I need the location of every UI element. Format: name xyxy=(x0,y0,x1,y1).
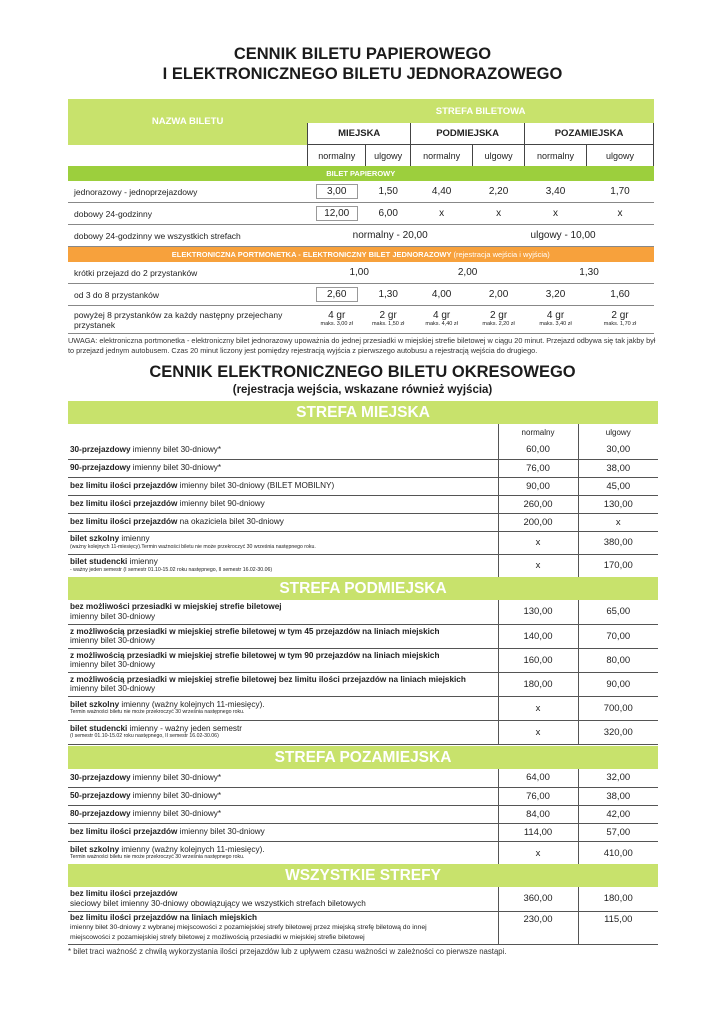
row-name: dobowy 24-godzinny we wszystkich strefach xyxy=(68,225,308,247)
row-name: jednorazowy - jednoprzejazdowy xyxy=(68,181,308,203)
table-row xyxy=(68,624,658,648)
price: 2,60 xyxy=(316,287,358,302)
table-row xyxy=(68,306,654,334)
table-row xyxy=(68,284,654,306)
title-periodic-line-2: (rejestracja wejścia, wskazane również wyjścia) xyxy=(232,384,493,396)
row-text: imienny bilet 30-dniowy (BILET MOBILNY) xyxy=(177,481,335,491)
row-name xyxy=(68,459,498,477)
price-normal: 360,00 xyxy=(498,887,578,911)
zone-suburban: PODMIEJSKA xyxy=(411,123,525,145)
price-normal: x xyxy=(498,720,578,744)
row-bold: 30-przejazdowy xyxy=(70,773,131,782)
price-normal: 76,00 xyxy=(498,459,578,477)
table-row xyxy=(68,696,658,720)
row-bold: bez limitu ilości przejazdów na liniach miejskich xyxy=(70,912,257,922)
row-text: imienny bilet 30-dniowy* xyxy=(130,809,222,819)
price-reduced: 320,00 xyxy=(578,720,658,744)
title-periodic xyxy=(0,362,725,398)
price: 6,00 xyxy=(366,203,411,225)
row-bold: 90-przejazdowy xyxy=(70,463,131,473)
price-normal: 260,00 xyxy=(498,495,578,513)
row-text: sieciowy bilet imienny 30-dniowy obowiązujący we wszystkich strefach biletowych xyxy=(70,898,366,908)
row-bold: bilet studencki xyxy=(70,723,128,733)
city-zone-table xyxy=(68,401,658,578)
row-name: dobowy 24-godzinny xyxy=(68,203,308,225)
table-row xyxy=(68,262,654,284)
price-reduced: 180,00 xyxy=(578,887,658,911)
price-max: maks. 1,50 zł xyxy=(371,321,405,327)
zone-suburban-header: STREFA PODMIEJSKA xyxy=(68,577,658,600)
price-reduced: 45,00 xyxy=(578,477,658,495)
section-electronic xyxy=(68,247,654,263)
row-text: imienny bilet 30-dniowy* xyxy=(130,791,222,801)
price-normal: x xyxy=(498,841,578,865)
price-reduced: 115,00 xyxy=(578,911,658,944)
row-name xyxy=(68,841,498,865)
price-reduced: x xyxy=(578,513,658,531)
price-reduced: 410,00 xyxy=(578,841,658,865)
price-normal: 90,00 xyxy=(498,477,578,495)
title-paper-ticket xyxy=(0,44,725,84)
price-max: maks. 3,00 zł xyxy=(320,321,353,327)
table-row xyxy=(68,911,658,944)
row-name xyxy=(68,477,498,495)
row-text: imienny bilet 30-dniowy* xyxy=(130,773,222,782)
price-reduced: 70,00 xyxy=(578,624,658,648)
price: 2,00 xyxy=(473,284,525,306)
row-name: od 3 do 8 przystanków xyxy=(68,284,308,306)
price-normal: 60,00 xyxy=(498,441,578,459)
row-small-print: Termin ważności biletu nie może przekroczyć 30 września następnego roku. xyxy=(70,709,245,716)
row-name xyxy=(68,441,498,459)
section-electronic-label: ELEKTRONICZNA PORTMONETKA - ELEKTRONICZNY BILET JEDNORAZOWY xyxy=(171,250,452,259)
price-reduced: 38,00 xyxy=(578,459,658,477)
row-bold: bez limitu ilości przejazdów xyxy=(70,517,178,527)
table-row xyxy=(68,805,658,823)
note-text: UWAGA: elektroniczna portmonetka - elektroniczny bilet jednorazowy upoważnia do jednej przesiadki w miejskiej strefie biletowej w ciągu 20 minut. Przejazd odbywa się tak jakby był to przejazd jednym autobusem. Czas 20 minut liczony jest pomiędzy rejestracją wyjścia z pierwszego autobusu a rejestracją wejścia do drugiego. xyxy=(68,336,656,355)
row-name xyxy=(68,648,498,672)
table-row xyxy=(68,672,658,696)
price: ulgowy - 10,00 xyxy=(473,225,654,247)
table-row xyxy=(68,477,658,495)
price-reduced: 42,00 xyxy=(578,805,658,823)
price-normal: 160,00 xyxy=(498,648,578,672)
row-name: powyżej 8 przystanków za każdy następny przejechany przystanek xyxy=(68,306,308,334)
zone-all-header: WSZYSTKIE STREFY xyxy=(68,864,658,887)
table-row xyxy=(68,531,658,554)
row-bold: bilet szkolny xyxy=(70,699,120,709)
zone-outer: POZAMIEJSKA xyxy=(525,123,654,145)
row-bold: z możliwością przesiadki w miejskiej strefie biletowej w tym 45 przejazdów na liniach miejskich xyxy=(70,626,440,636)
price: 4 gr xyxy=(546,310,565,321)
table-row xyxy=(68,495,658,513)
price-normal: 76,00 xyxy=(498,787,578,805)
row-name xyxy=(68,513,498,531)
price-normal: 64,00 xyxy=(498,769,578,787)
paper-ticket-table xyxy=(68,99,654,334)
table-row xyxy=(68,459,658,477)
price: 2 gr xyxy=(611,310,629,321)
price: 1,00 xyxy=(308,262,411,284)
row-small-print: - ważny jeden semestr (I semestr 01.10-15.02 roku następnego, II semestr 16.02-30.06) xyxy=(70,566,273,573)
price-reduced: 700,00 xyxy=(578,696,658,720)
row-name xyxy=(68,911,498,944)
price: 4,40 xyxy=(411,181,473,203)
price: 1,50 xyxy=(366,181,411,203)
row-name xyxy=(68,495,498,513)
row-text: imienny bilet 30-dniowy* xyxy=(130,463,222,473)
price-normal: 230,00 xyxy=(498,911,578,944)
row-text: imienny bilet 30-dniowy xyxy=(70,636,156,645)
suburban-zone-table xyxy=(68,577,658,745)
price-normal: x xyxy=(498,531,578,554)
row-name xyxy=(68,769,498,787)
sub-normal: normalny xyxy=(525,145,587,167)
price-normal: 84,00 xyxy=(498,805,578,823)
price: 3,40 xyxy=(525,181,587,203)
row-text: imienny xyxy=(119,534,150,544)
row-small-print: Termin ważności biletu nie może przekroczyć 30 września następnego roku. xyxy=(70,854,245,861)
row-name xyxy=(68,600,498,624)
sub-reduced: ulgowy xyxy=(366,145,411,167)
price: x xyxy=(587,203,654,225)
footnote: * bilet traci ważność z chwilą wykorzystania ilości przejazdów lub z upływem czasu ważności w zależności co pierwsze nastąpi. xyxy=(68,947,507,956)
price-normal: x xyxy=(498,554,578,577)
sub-normal: normalny xyxy=(308,145,366,167)
table-row xyxy=(68,841,658,865)
price-reduced: 170,00 xyxy=(578,554,658,577)
price-normal: 180,00 xyxy=(498,672,578,696)
row-text: imienny bilet 30-dniowy xyxy=(70,660,156,669)
row-bold: z możliwością przesiadki w miejskiej strefie biletowej w tym 90 przejazdów na liniach miejskich xyxy=(70,650,440,660)
blank-cell xyxy=(68,424,498,441)
price: 4,00 xyxy=(411,284,473,306)
zone-outer-header: STREFA POZAMIEJSKA xyxy=(68,746,658,769)
title-periodic-line-1: CENNIK ELEKTRONICZNEGO BILETU OKRESOWEGO xyxy=(149,363,576,381)
row-bold: bez limitu ilości przejazdów xyxy=(70,481,178,491)
price: 1,30 xyxy=(366,284,411,306)
table-row xyxy=(68,225,654,247)
row-name: krótki przejazd do 2 przystanków xyxy=(68,262,308,284)
row-name xyxy=(68,624,498,648)
price-max: maks. 2,20 zł xyxy=(482,321,515,327)
table-row xyxy=(68,441,658,459)
row-name xyxy=(68,696,498,720)
row-name xyxy=(68,823,498,841)
sub-normal: normalny xyxy=(411,145,473,167)
price: 4 gr xyxy=(433,310,451,321)
row-text: imienny bilet 90-dniowy xyxy=(177,499,265,509)
price: 12,00 xyxy=(316,206,358,221)
price-normal: 114,00 xyxy=(498,823,578,841)
row-bold: 30-przejazdowy xyxy=(70,445,131,454)
zone-city-header: STREFA MIEJSKA xyxy=(68,401,658,424)
row-text: imienny - ważny jeden semestr xyxy=(127,723,242,733)
price-reduced: 32,00 xyxy=(578,769,658,787)
row-bold: 80-przejazdowy xyxy=(70,809,131,819)
price: 2 gr xyxy=(489,310,508,321)
table-row xyxy=(68,554,658,577)
price: normalny - 20,00 xyxy=(308,225,473,247)
outer-zone-table xyxy=(68,746,658,866)
zone-city: MIEJSKA xyxy=(308,123,411,145)
price-normal: 130,00 xyxy=(498,600,578,624)
col-normal: normalny xyxy=(498,424,578,441)
row-text: imienny (ważny kolejnych 11-miesięcy). xyxy=(119,699,265,709)
row-text: imienny bilet 30-dniowy xyxy=(70,611,156,621)
row-bold: bez limitu ilości przejazdów xyxy=(70,827,178,837)
sub-reduced: ulgowy xyxy=(587,145,654,167)
row-text: na okaziciela bilet 30-dniowy xyxy=(177,517,284,527)
row-text: imienny bilet 30-dniowy* xyxy=(130,445,222,454)
price-reduced: 65,00 xyxy=(578,600,658,624)
table-row xyxy=(68,203,654,225)
price: x xyxy=(411,203,473,225)
price-reduced: 57,00 xyxy=(578,823,658,841)
price-reduced: 38,00 xyxy=(578,787,658,805)
section-electronic-note: (rejestracja wejścia i wyjścia) xyxy=(453,250,550,259)
row-text: imienny bilet 30-dniowy z wybranej miejscowości z pozamiejskiej strefy biletowej przez miejską strefę biletową do innej xyxy=(70,924,427,932)
price: 3,00 xyxy=(316,184,358,199)
price: 3,20 xyxy=(525,284,587,306)
row-text: imienny bilet 30-dniowy xyxy=(70,684,156,693)
price-reduced: 380,00 xyxy=(578,531,658,554)
row-text: miejscowości z pozamiejskiej strefy biletowej z możliwością przesiadki w miejskiej strefie biletowej xyxy=(70,934,365,942)
price-normal: 140,00 xyxy=(498,624,578,648)
price-normal: x xyxy=(498,696,578,720)
price: 1,60 xyxy=(587,284,654,306)
price-max: maks. 3,40 zł xyxy=(539,321,572,327)
sub-reduced: ulgowy xyxy=(473,145,525,167)
row-bold: bilet studencki xyxy=(70,557,128,567)
row-bold: bez limitu ilości przejazdów xyxy=(70,499,178,509)
all-zones-table xyxy=(68,864,658,945)
row-bold: bez limitu ilości przejazdów xyxy=(70,889,178,899)
blank-cell xyxy=(68,145,308,167)
zone-header: STREFA BILETOWA xyxy=(308,99,654,123)
row-text: imienny (ważny kolejnych 11-miesięcy). xyxy=(119,844,265,854)
table-row xyxy=(68,769,658,787)
table-row xyxy=(68,887,658,911)
price: x xyxy=(525,203,587,225)
price-max: maks. 1,70 zł xyxy=(603,321,637,327)
row-name xyxy=(68,787,498,805)
row-small-print: (I semestr 01.10-15.02 roku następnego, II semestr 16.02-30.06) xyxy=(70,733,219,740)
row-bold: bilet szkolny xyxy=(70,534,120,544)
row-name xyxy=(68,554,498,577)
row-name xyxy=(68,805,498,823)
price-reduced: 80,00 xyxy=(578,648,658,672)
col-reduced: ulgowy xyxy=(578,424,658,441)
price-max: maks. 4,40 zł xyxy=(425,321,458,327)
price: 1,30 xyxy=(525,262,654,284)
row-text: imienny bilet 30-dniowy xyxy=(177,827,265,837)
price: 4 gr xyxy=(328,310,346,321)
price: 2 gr xyxy=(379,310,397,321)
name-header: NAZWA BILETU xyxy=(68,99,308,145)
row-bold: 50-przejazdowy xyxy=(70,791,131,801)
table-row xyxy=(68,513,658,531)
price-normal: 200,00 xyxy=(498,513,578,531)
row-name xyxy=(68,720,498,744)
price: 2,00 xyxy=(411,262,525,284)
row-name xyxy=(68,887,498,911)
row-bold: bez możliwości przesiadki w miejskiej strefie biletowej xyxy=(70,602,282,612)
table-row xyxy=(68,787,658,805)
table-row xyxy=(68,823,658,841)
table-row xyxy=(68,720,658,744)
price-reduced: 90,00 xyxy=(578,672,658,696)
row-small-print: (ważny kolejnych 11-miesięcy).Termin ważności biletu nie może przekroczyć 30 września następnego roku. xyxy=(70,543,316,550)
price: x xyxy=(473,203,525,225)
table-row xyxy=(68,648,658,672)
title-line-1: CENNIK BILETU PAPIEROWEGO xyxy=(233,45,492,63)
table-row xyxy=(68,181,654,203)
title-line-2: I ELEKTRONICZNEGO BILETU JEDNORAZOWEGO xyxy=(162,65,563,83)
price: 2,20 xyxy=(473,181,525,203)
price-reduced: 30,00 xyxy=(578,441,658,459)
row-name xyxy=(68,531,498,554)
section-paper: BILET PAPIEROWY xyxy=(68,166,654,181)
row-name xyxy=(68,672,498,696)
row-bold: bilet szkolny xyxy=(70,844,120,854)
price-reduced: 130,00 xyxy=(578,495,658,513)
price: 1,70 xyxy=(587,181,654,203)
row-text: imienny xyxy=(127,557,158,567)
table-row xyxy=(68,600,658,624)
row-bold: z możliwością przesiadki w miejskiej strefie biletowej bez limitu ilości przejazdów na liniach miejskich xyxy=(70,674,466,684)
